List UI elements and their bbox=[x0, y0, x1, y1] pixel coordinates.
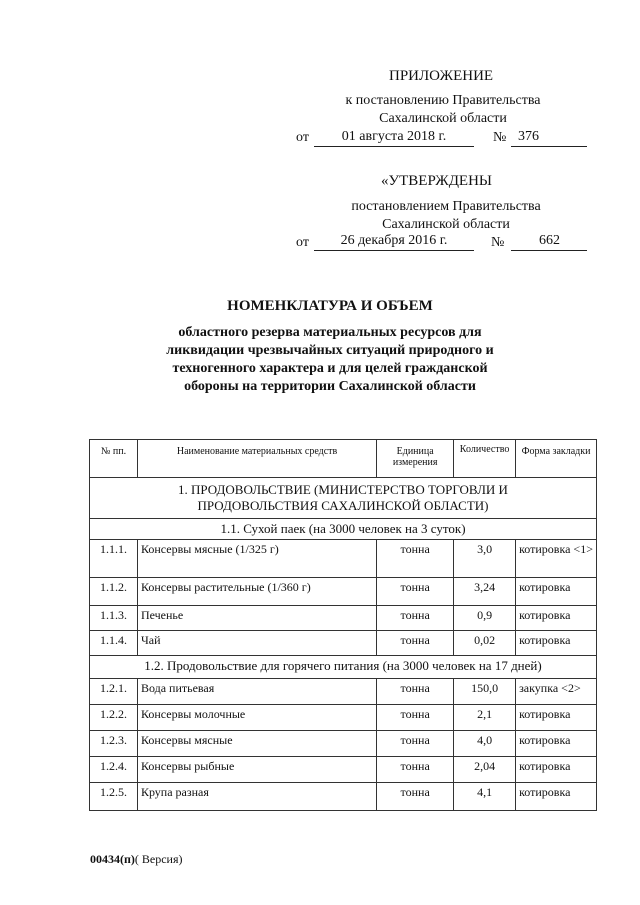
cell-num: 1.2.2. bbox=[90, 705, 138, 731]
cell-unit: тонна bbox=[377, 705, 454, 731]
cell-form: котировка <1> bbox=[516, 540, 597, 578]
cell-unit: тонна bbox=[377, 540, 454, 578]
cell-form: котировка bbox=[516, 783, 597, 811]
header-name: Наименование материальных средств bbox=[137, 440, 376, 478]
cell-num: 1.1.3. bbox=[90, 606, 138, 631]
cell-qty: 2,04 bbox=[454, 757, 516, 783]
cell-num: 1.1.2. bbox=[90, 578, 138, 606]
header-qty: Количество bbox=[454, 440, 516, 478]
section-row bbox=[90, 478, 597, 519]
subsection-title: 1.1. Сухой паек (на 3000 человек на 3 суток) bbox=[90, 519, 597, 540]
table-row bbox=[90, 783, 597, 811]
cell-form: котировка bbox=[516, 757, 597, 783]
cell-qty: 150,0 bbox=[454, 679, 516, 705]
approved-line1: постановлением Правительства bbox=[351, 199, 541, 214]
approved-line2: Сахалинской области bbox=[382, 217, 510, 232]
cell-form: закупка <2> bbox=[516, 679, 597, 705]
cell-qty: 3,24 bbox=[454, 578, 516, 606]
doc-subtitle-3: техногенного характера и для целей гражданской bbox=[172, 361, 488, 376]
cell-num: 1.2.4. bbox=[90, 757, 138, 783]
header-form: Форма закладки bbox=[516, 440, 597, 478]
approved-date: 26 декабря 2016 г. bbox=[340, 233, 448, 248]
cell-unit: тонна bbox=[377, 783, 454, 811]
doc-title: НОМЕНКЛАТУРА И ОБЪЕМ bbox=[227, 298, 433, 314]
table-row bbox=[90, 606, 597, 631]
approved-title: «УТВЕРЖДЕНЫ bbox=[381, 173, 493, 189]
cell-form: котировка bbox=[516, 606, 597, 631]
cell-unit: тонна bbox=[377, 731, 454, 757]
cell-name: Вода питьевая bbox=[137, 679, 376, 705]
doc-subtitle-1: областного резерва материальных ресурсов для bbox=[178, 325, 482, 340]
cell-form: котировка bbox=[516, 631, 597, 656]
subsection-row bbox=[90, 656, 597, 679]
cell-name: Консервы растительные (1/360 г) bbox=[137, 578, 376, 606]
subsection-row bbox=[90, 519, 597, 540]
cell-num: 1.1.1. bbox=[90, 540, 138, 578]
table-row bbox=[90, 631, 597, 656]
cell-name: Крупа разная bbox=[137, 783, 376, 811]
cell-unit: тонна bbox=[377, 631, 454, 656]
appendix-line1: к постановлению Правительства bbox=[345, 93, 541, 108]
appendix-date: 01 августа 2018 г. bbox=[341, 129, 447, 144]
cell-name: Консервы мясные bbox=[137, 731, 376, 757]
table-row bbox=[90, 705, 597, 731]
cell-num: 1.2.1. bbox=[90, 679, 138, 705]
appendix-line2: Сахалинской области bbox=[379, 111, 507, 126]
cell-num: 1.1.4. bbox=[90, 631, 138, 656]
doc-subtitle-2: ликвидации чрезвычайных ситуаций природного и bbox=[166, 343, 494, 358]
section-title: 1. ПРОДОВОЛЬСТВИЕ (МИНИСТЕРСТВО ТОРГОВЛИ И ПРОДОВОЛЬСТВИЯ САХАЛИНСКОЙ ОБЛАСТИ) bbox=[90, 478, 597, 519]
cell-num: 1.2.5. bbox=[90, 783, 138, 811]
appendix-number: 376 bbox=[518, 129, 539, 144]
cell-num: 1.2.3. bbox=[90, 731, 138, 757]
header-num: № пп. bbox=[90, 440, 138, 478]
table-row bbox=[90, 757, 597, 783]
cell-name: Чай bbox=[137, 631, 376, 656]
table-row bbox=[90, 578, 597, 606]
cell-qty: 4,0 bbox=[454, 731, 516, 757]
approved-number: 662 bbox=[539, 233, 560, 248]
header-unit: Единица измерения bbox=[377, 440, 454, 478]
approved-from-label: от bbox=[296, 235, 309, 250]
cell-unit: тонна bbox=[377, 606, 454, 631]
appendix-title: ПРИЛОЖЕНИЕ bbox=[389, 68, 494, 84]
cell-qty: 0,02 bbox=[454, 631, 516, 656]
cell-form: котировка bbox=[516, 578, 597, 606]
table-header-row bbox=[90, 440, 597, 478]
footer bbox=[90, 852, 183, 867]
cell-unit: тонна bbox=[377, 757, 454, 783]
cell-qty: 4,1 bbox=[454, 783, 516, 811]
cell-qty: 0,9 bbox=[454, 606, 516, 631]
cell-unit: тонна bbox=[377, 578, 454, 606]
table-row bbox=[90, 731, 597, 757]
appendix-from-label: от bbox=[296, 130, 309, 145]
nomenclature-table bbox=[89, 439, 597, 811]
cell-name: Печенье bbox=[137, 606, 376, 631]
subsection-title: 1.2. Продовольствие для горячего питания (на 3000 человек на 17 дней) bbox=[90, 656, 597, 679]
approved-num-label: № bbox=[491, 235, 505, 250]
doc-subtitle-4: обороны на территории Сахалинской области bbox=[184, 379, 476, 394]
cell-qty: 2,1 bbox=[454, 705, 516, 731]
table-row bbox=[90, 540, 597, 578]
footer-code: 00434(п) bbox=[90, 852, 135, 866]
appendix-num-label: № bbox=[493, 130, 507, 145]
cell-form: котировка bbox=[516, 731, 597, 757]
cell-name: Консервы молочные bbox=[137, 705, 376, 731]
table-row bbox=[90, 679, 597, 705]
cell-unit: тонна bbox=[377, 679, 454, 705]
cell-form: котировка bbox=[516, 705, 597, 731]
footer-version: ( Версия) bbox=[134, 852, 183, 866]
cell-name: Консервы мясные (1/325 г) bbox=[137, 540, 376, 578]
cell-qty: 3,0 bbox=[454, 540, 516, 578]
cell-name: Консервы рыбные bbox=[137, 757, 376, 783]
